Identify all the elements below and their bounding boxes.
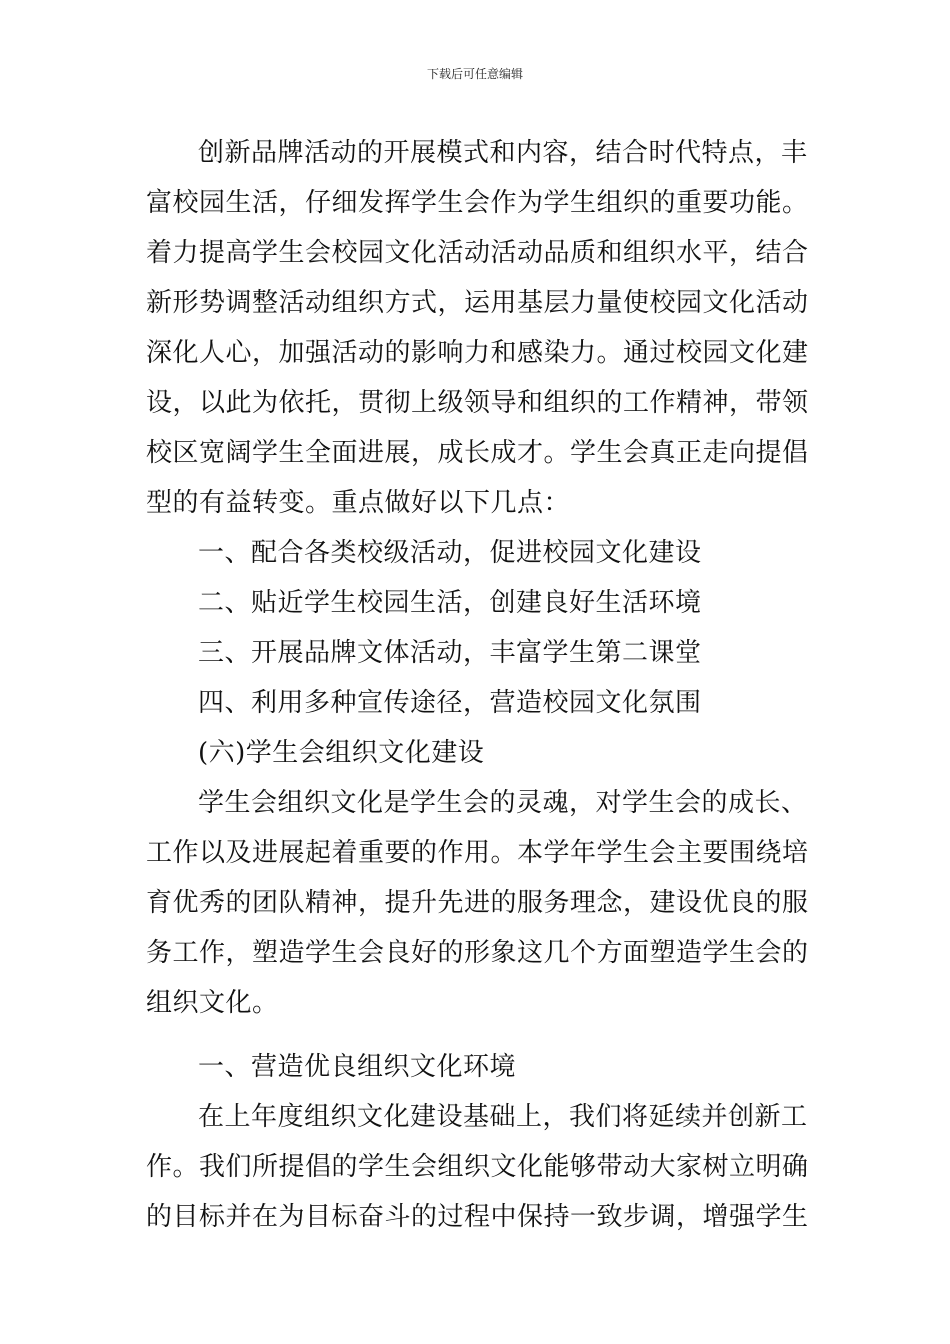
paragraph-line: 新形势调整活动组织方式，运用基层力量使校园文化活动 — [146, 288, 809, 318]
paragraph-line: 创新品牌活动的开展模式和内容，结合时代特点，丰 — [198, 138, 808, 168]
paragraph-line: 育优秀的团队精神，提升先进的服务理念，建设优良的服 — [146, 888, 809, 918]
list-item: 二、贴近学生校园生活，创建良好生活环境 — [198, 588, 702, 618]
paragraph-line: 校区宽阔学生全面进展，成长成才。学生会真正走向提倡 — [146, 438, 809, 468]
subsection-heading: 一、营造优良组织文化环境 — [198, 1052, 517, 1082]
paragraph-line: 组织文化。 — [146, 988, 279, 1018]
paragraph-line: 富校园生活，仔细发挥学生会作为学生组织的重要功能。 — [146, 188, 809, 218]
paragraph-line: 着力提高学生会校园文化活动活动品质和组织水平，结合 — [146, 238, 809, 268]
list-item: 四、利用多种宣传途径，营造校园文化氛围 — [198, 688, 702, 718]
paragraph-line: 务工作，塑造学生会良好的形象这几个方面塑造学生会的 — [146, 938, 809, 968]
paragraph-spacer — [146, 1028, 806, 1042]
list-item: 一、配合各类校级活动，促进校园文化建设 — [198, 538, 702, 568]
paragraph-line: 设，以此为依托，贯彻上级领导和组织的工作精神，带领 — [146, 388, 809, 418]
document-body — [146, 128, 809, 1242]
paragraph-line: 工作以及进展起着重要的作用。本学年学生会主要围绕培 — [146, 838, 809, 868]
paragraph-line: 在上年度组织文化建设基础上，我们将延续并创新工 — [198, 1102, 808, 1132]
section-heading: (六)学生会组织文化建设 — [198, 738, 485, 768]
page-header: 下载后可任意编辑 — [426, 67, 523, 81]
paragraph-line: 作。我们所提倡的学生会组织文化能够带动大家树立明确 — [146, 1152, 809, 1182]
paragraph-line: 学生会组织文化是学生会的灵魂，对学生会的成长、 — [198, 788, 808, 818]
paragraph-line: 的目标并在为目标奋斗的过程中保持一致步调，增强学生 — [146, 1202, 809, 1232]
paragraph-line: 型的有益转变。重点做好以下几点： — [146, 488, 571, 518]
paragraph-line: 深化人心，加强活动的影响力和感染力。通过校园文化建 — [146, 338, 809, 368]
list-item: 三、开展品牌文体活动，丰富学生第二课堂 — [198, 638, 702, 668]
